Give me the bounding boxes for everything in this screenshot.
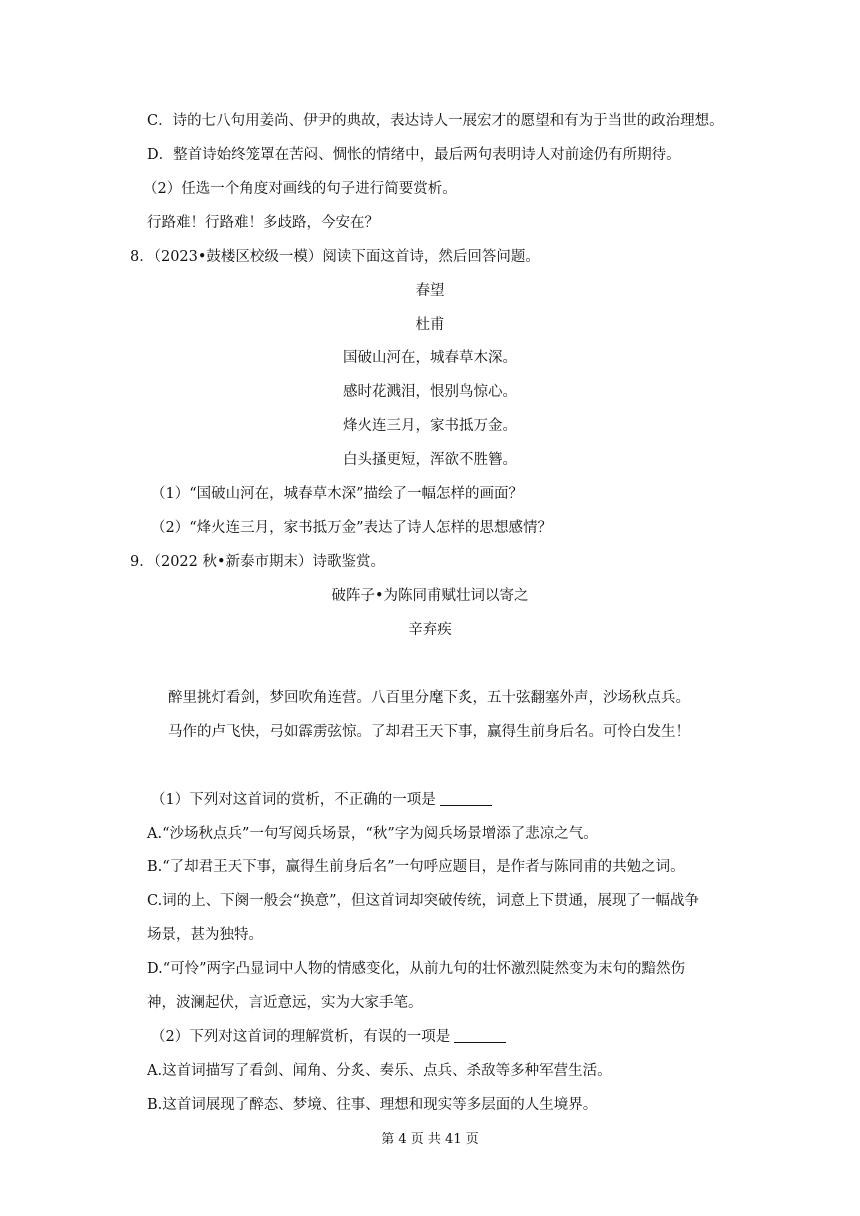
poem-line: 醉里挑灯看剑，梦回吹角连营。八百里分麾下炙，五十弦翻塞外声，沙场秋点兵。	[168, 690, 690, 706]
poem-line: 烽火连三月，家书抵万金。	[343, 418, 517, 434]
option-d: D．整首诗始终笼罩在苦闷、惆怅的情绪中，最后两句表明诗人对前途仍有所期待。	[147, 147, 681, 163]
question-8-2: （2）“烽火连三月，家书抵万金”表达了诗人怎样的思想感情？	[151, 520, 553, 536]
page-footer: 第 4 页 共 41 页	[381, 1132, 479, 1147]
option-a: A.“沙场秋点兵”一句写阅兵场景，“秋”字为阅兵场景增添了悲凉之气。	[147, 826, 598, 842]
poem-line: 白头搔更短，浑欲不胜簪。	[343, 452, 517, 468]
option-c: C．诗的七八句用姜尚、伊尹的典故，表达诗人一展宏才的愿望和有为于当世的政治理想。	[147, 113, 724, 129]
poem-title: 春望	[415, 283, 445, 299]
poem-line: 感时花溅泪，恨别鸟惊心。	[343, 384, 517, 400]
question-9-header: 9．（2022 秋•新泰市期末）诗歌鉴赏。	[130, 554, 386, 570]
poem-title: 破阵子•为陈同甫赋壮词以寄之	[331, 588, 529, 604]
question-2: （2）任选一个角度对画线的句子进行简要赏析。	[143, 181, 457, 197]
answer-blank	[440, 791, 492, 806]
question-9-1: （1）下列对这首词的赏析，不正确的一项是	[151, 790, 492, 810]
question-8-1: （1）“国破山河在，城春草木深”描绘了一幅怎样的画面？	[151, 486, 524, 502]
poem-author: 辛弃疾	[408, 622, 452, 638]
poem-line: 马作的卢飞快，弓如霹雳弦惊。了却君王天下事，赢得生前身后名。可怜白发生！	[168, 724, 690, 740]
option-c: C.词的上、下阕一般会“换意”，但这首词却突破传统，词意上下贯通，展现了一幅战争	[147, 893, 700, 909]
option-d-cont: 神，波澜起伏，言近意远，实为大家手笔。	[147, 995, 423, 1011]
poem-line: 国破山河在，城春草木深。	[343, 350, 517, 366]
option-c-cont: 场景，甚为独特。	[147, 927, 263, 943]
question-9-2: （2）下列对这首词的理解赏析，有误的一项是	[151, 1027, 506, 1047]
option-b: B.“了却君王天下事，赢得生前身后名”一句呼应题目，是作者与陈同甫的共勉之词。	[147, 859, 685, 875]
option-a: A.这首词描写了看剑、闻角、分炙、奏乐、点兵、杀敌等多种军营生活。	[147, 1063, 612, 1079]
question-8-header: 8．（2023•鼓楼区校级一模）阅读下面这首诗，然后回答问题。	[130, 249, 540, 265]
answer-blank	[454, 1028, 506, 1043]
option-d: D.“可怜”两字凸显词中人物的情感变化，从前九句的壮怀激烈陡然变为末句的黯然伤	[147, 961, 686, 977]
option-b: B.这首词展现了醉态、梦境、往事、理想和现实等多层面的人生境界。	[147, 1097, 598, 1113]
poem-line: 行路难！行路难！多歧路，今安在？	[147, 215, 379, 231]
poem-author: 杜甫	[415, 317, 445, 333]
